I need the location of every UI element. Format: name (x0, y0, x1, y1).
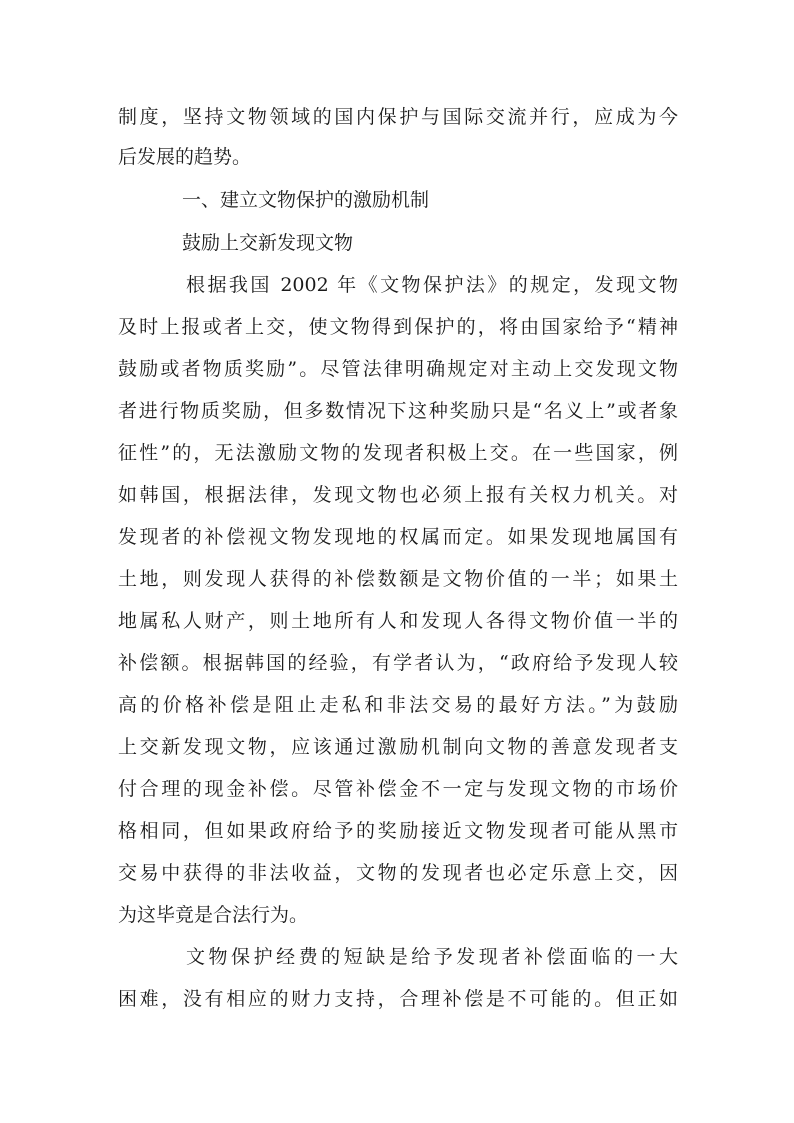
text-line: 补偿额。根据韩国的经验，有学者认为，“政府给予发现人较 (118, 652, 678, 674)
text-line: 及时上报或者上交，使文物得到保护的，将由国家给予“精神 (118, 316, 678, 338)
text-line: 困难，没有相应的财力支持，合理补偿是不可能的。但正如 (118, 988, 678, 1010)
text-line: 土地，则发现人获得的补偿数额是文物价值的一半；如果土 (118, 568, 678, 590)
subsection-heading: 鼓励上交新发现文物 (182, 232, 354, 254)
text-line: 制度，坚持文物领域的国内保护与国际交流并行，应成为今 (118, 106, 678, 128)
text-line: 高的价格补偿是阻止走私和非法交易的最好方法。”为鼓励 (118, 694, 678, 716)
text-line: 为这毕竟是合法行为。 (118, 904, 309, 926)
section-heading: 一、建立文物保护的激励机制 (182, 189, 430, 211)
text-line: 交易中获得的非法收益，文物的发现者也必定乐意上交，因 (118, 862, 678, 884)
text-line: 地属私人财产，则土地所有人和发现人各得文物价值一半的 (118, 610, 678, 632)
text-line: 后发展的趋势。 (118, 146, 252, 168)
text-line: 上交新发现文物，应该通过激励机制向文物的善意发现者支 (118, 736, 678, 758)
text-line: 文物保护经费的短缺是给予发现者补偿面临的一大 (186, 946, 678, 968)
text-line: 根据我国 2002 年《文物保护法》的规定，发现文物 (186, 274, 678, 296)
text-line: 鼓励或者物质奖励”。尽管法律明确规定对主动上交发现文物 (118, 358, 678, 380)
text-line: 付合理的现金补偿。尽管补偿金不一定与发现文物的市场价 (118, 778, 678, 800)
text-line: 征性”的，无法激励文物的发现者积极上交。在一些国家，例 (118, 442, 678, 464)
text-line: 格相同，但如果政府给予的奖励接近文物发现者可能从黑市 (118, 820, 678, 842)
text-line: 者进行物质奖励，但多数情况下这种奖励只是“名义上”或者象 (118, 400, 678, 422)
text-line: 如韩国，根据法律，发现文物也必须上报有关权力机关。对 (118, 484, 678, 506)
text-line: 发现者的补偿视文物发现地的权属而定。如果发现地属国有 (118, 526, 678, 548)
